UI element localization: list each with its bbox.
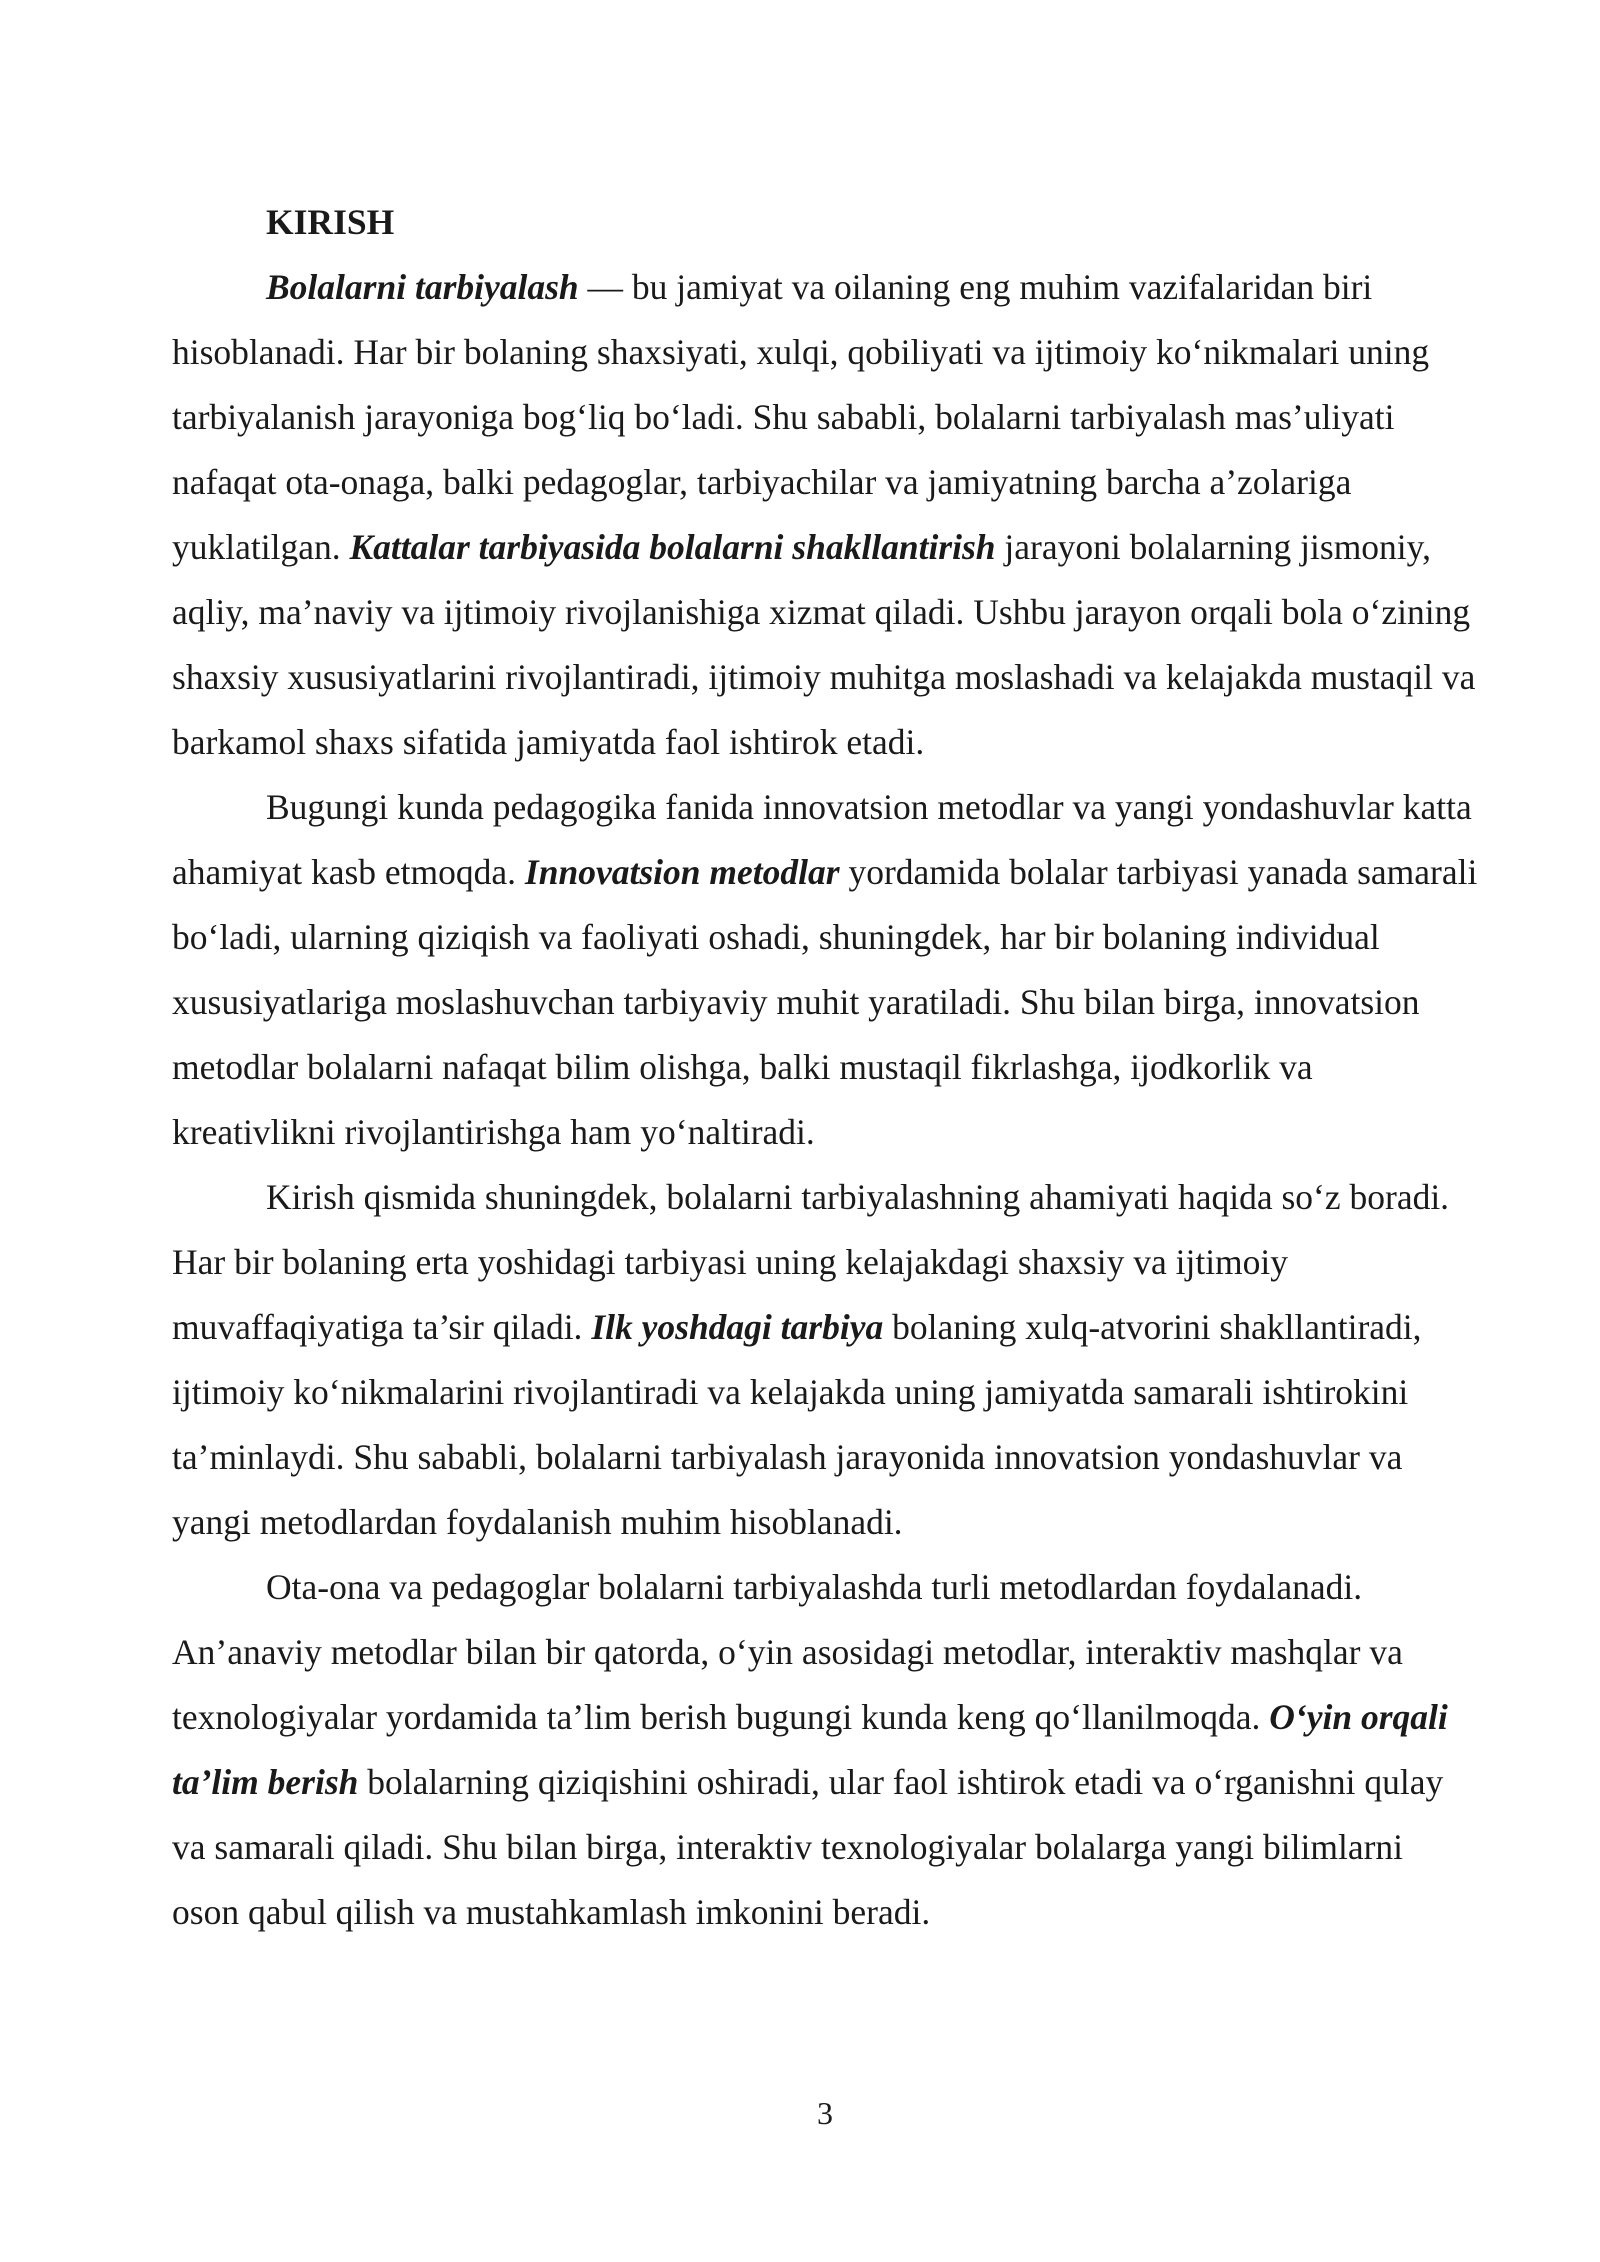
emphasis-term: Bolalarni tarbiyalash xyxy=(266,267,579,307)
emphasis-term: O‘yin orqali ta’lim berish xyxy=(172,1697,1448,1802)
page-number: 3 xyxy=(817,2095,833,2131)
paragraph-text: — bu jamiyat va oilaning eng muhim vazifalaridan biri hisoblanadi. Har bir bolaning shaxsiyati, xulqi, qobiliyati va ijtimoiy ko‘nikmalari uning tarbiyalanish jarayoniga bog‘liq bo‘ladi. Shu sababli, bolalarni tarbiyalash mas’uliyati nafaqat ota-onaga, balki pedagoglar, tarbiyachilar va jamiyatning barcha a’zolariga yuklatilgan. xyxy=(172,267,1430,567)
document-page xyxy=(172,190,1478,1945)
emphasis-term: Ilk yoshdagi tarbiya xyxy=(591,1307,884,1347)
paragraph-text: bolaning xulq-atvorini shakllantiradi, ijtimoiy ko‘nikmalarini rivojlantiradi va kelajakda uning jamiyatda samarali ishtirokini ta’minlaydi. Shu sababli, bolalarni tarbiyalash jarayonida innovatsion yondashuvlar va yangi metodlardan foydalanish muhim hisoblanadi. xyxy=(172,1307,1422,1542)
paragraph-text: Ota-ona va pedagoglar bolalarni tarbiyalashda turli metodlardan foydalanadi. An’anaviy metodlar bilan bir qatorda, o‘yin asosidagi metodlar, interaktiv mashqlar va texnologiyalar yordamida ta’lim berish bugungi kunda keng qo‘llanilmoqda. xyxy=(172,1567,1403,1737)
paragraph-1 xyxy=(172,255,1478,775)
emphasis-term: Kattalar tarbiyasida bolalarni shakllantirish xyxy=(349,527,996,567)
paragraph-3 xyxy=(172,1165,1478,1555)
paragraph-2 xyxy=(172,775,1478,1165)
paragraph-text: jarayoni bolalarning jismoniy, aqliy, ma’naviy va ijtimoiy rivojlanishiga xizmat qiladi. Ushbu jarayon orqali bola o‘zining shaxsiy xususiyatlarini rivojlantiradi, ijtimoiy muhitga moslashadi va kelajakda mustaqil va barkamol shaxs sifatida jamiyatda faol ishtirok etadi. xyxy=(172,527,1476,762)
paragraph-text: yordamida bolalar tarbiyasi yanada samarali bo‘ladi, ularning qiziqish va faoliyati oshadi, shuningdek, har bir bolaning individual xususiyatlariga moslashuvchan tarbiyaviy muhit yaratiladi. Shu bilan birga, innovatsion metodlar bolalarni nafaqat bilim olishga, balki mustaqil fikrlashga, ijodkorlik va kreativlikni rivojlantirishga ham yo‘naltiradi. xyxy=(172,852,1478,1152)
paragraph-text: bolalarning qiziqishini oshiradi, ular faol ishtirok etadi va o‘rganishni qulay va samarali qiladi. Shu bilan birga, interaktiv texnologiyalar bolalarga yangi bilimlarni oson qabul qilish va mustahkamlash imkonini beradi. xyxy=(172,1762,1444,1932)
paragraph-text: Bugungi kunda pedagogika fanida innovatsion metodlar va yangi yondashuvlar katta ahamiyat kasb etmoqda. xyxy=(172,787,1472,892)
paragraph-4 xyxy=(172,1555,1478,1945)
emphasis-term: Innovatsion metodlar xyxy=(524,852,840,892)
paragraph-text: Kirish qismida shuningdek, bolalarni tarbiyalashning ahamiyati haqida so‘z boradi. Har bir bolaning erta yoshidagi tarbiyasi uning kelajakdagi shaxsiy va ijtimoiy muvaffaqiyatiga ta’sir qiladi. xyxy=(172,1177,1450,1347)
section-heading: KIRISH xyxy=(266,202,395,242)
